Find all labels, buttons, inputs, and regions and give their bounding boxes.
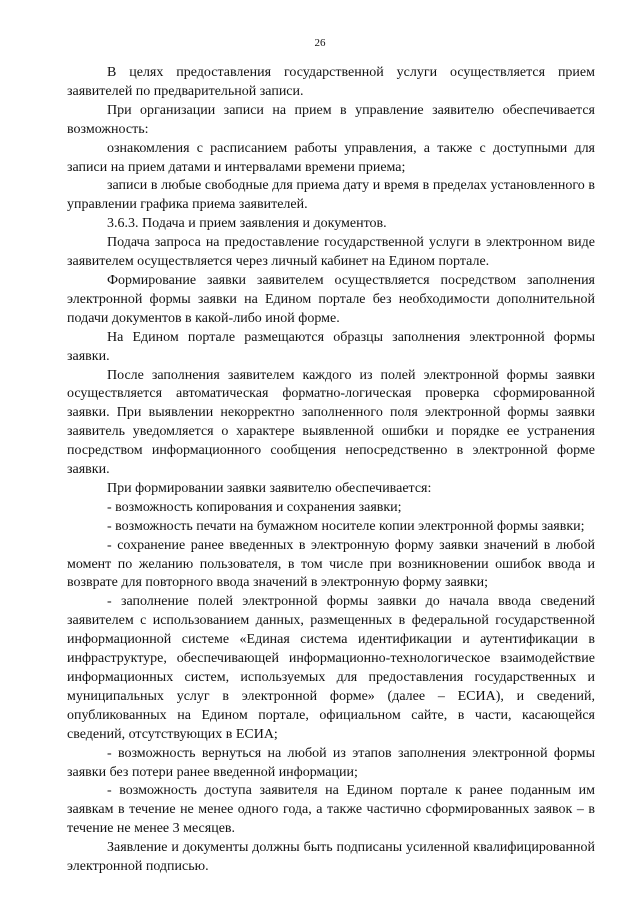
paragraph-appointment-intro: В целях предоставления государственной услуги осуществляется прием заявителей по предварительной записи.: [67, 65, 595, 99]
section-heading-3-6-3: 3.6.3. Подача и прием заявления и документов.: [107, 216, 387, 232]
list-item-return-to-step: - возможность вернуться на любой из этапов заполнения электронной формы заявки без потери ранее введенной информации;: [67, 745, 595, 780]
paragraph-electronic-request: Подача запроса на предоставление государственной услуги в электронном виде заявителем осуществляется через личный кабинет на Едином портале.: [67, 235, 595, 270]
paragraph-free-slot-booking: записи в любые свободные для приема дату и время в пределах установленного в управлении графика приема заявителей.: [67, 178, 595, 213]
page-number: 26: [314, 37, 326, 49]
document-body: [67, 64, 595, 877]
list-item-copy-save: - возможность копирования и сохранения заявки;: [107, 499, 402, 515]
paragraph-provided-features: При формировании заявки заявителю обеспечивается:: [107, 480, 432, 496]
paragraph-format-check: После заполнения заявителем каждого из полей электронной формы заявки осуществляется автоматическая форматно-логическая проверка сформированной заявки. При выявлении некорректно заполненного поля электронной формы заявки заявитель уведомляется о характере выявленной ошибки и порядке ее устранения посредством информационного сообщения непосредственно в электронной форме заявки.: [67, 367, 595, 478]
paragraph-appointment-options: При организации записи на прием в управление заявителю обеспечивается возможность:: [67, 102, 595, 137]
paragraph-signature-requirement: Заявление и документы должны быть подписаны усиленной квалифицированной электронной подписью.: [67, 840, 595, 875]
paragraph-form-samples: На Едином портале размещаются образцы заполнения электронной формы заявки.: [67, 329, 595, 364]
list-item-esia-prefill: - заполнение полей электронной формы заявки до начала ввода сведений заявителем с использованием данных, размещенных в федеральной государственной информационной системе «Единая система идентификации и аутентификации в инфраструктуре, обеспечивающей информационно-технологическое взаимодействие информационных систем, используемых для предоставления государственных и муниципальных услуг в электронной форме» (далее – ЕСИА), и сведений, опубликованных на Едином портале, официальном сайте, в части, касающейся сведений, отсутствующих в ЕСИА;: [67, 594, 595, 742]
list-item-access-history: - возможность доступа заявителя на Едином портале к ранее поданным им заявкам в течение не менее одного года, а также частично сформированных заявок – в течение не менее 3 месяцев.: [67, 783, 595, 837]
list-item-keep-values: - сохранение ранее введенных в электронную форму заявки значений в любой момент по желанию пользователя, в том числе при возникновении ошибок ввода и возврате для повторного ввода значений в электронную форму заявки;: [67, 537, 595, 591]
paragraph-application-forming: Формирование заявки заявителем осуществляется посредством заполнения электронной формы заявки на Едином портале без необходимости дополнительной подачи документов в какой-либо иной форме.: [67, 272, 595, 326]
list-item-print: - возможность печати на бумажном носителе копии электронной формы заявки;: [107, 518, 585, 534]
paragraph-schedule-review: ознакомления с расписанием работы управления, а также с доступными для записи на прием датами и интервалами времени приема;: [67, 140, 595, 175]
